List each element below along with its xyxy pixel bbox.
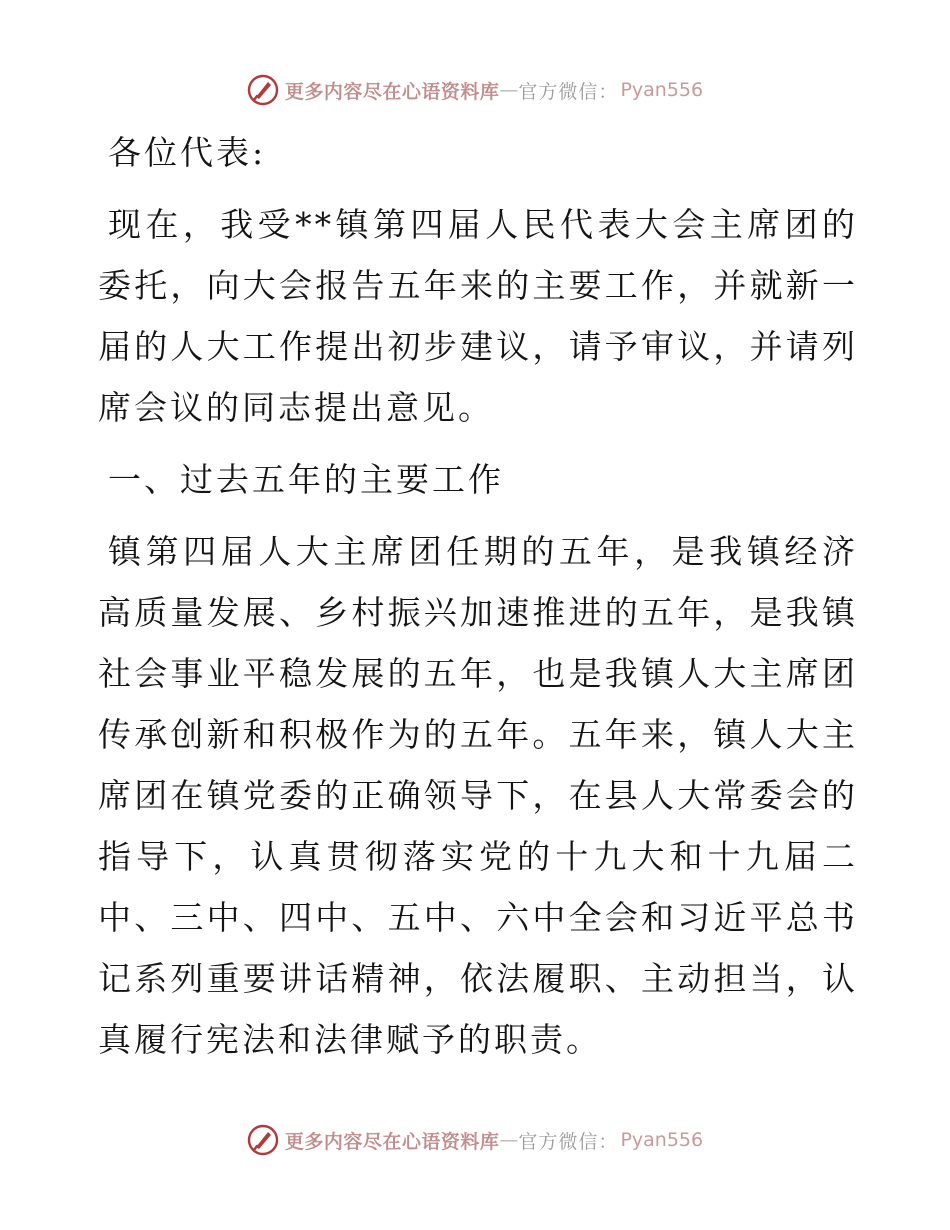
wechat-label: 官方微信： bbox=[518, 1130, 619, 1153]
greeting: 各位代表: bbox=[108, 133, 267, 172]
intro-text: 现在，我受**镇第四届人民代表大会主席团的委托，向大会报告五年来的主要工作，并就新一届的人大工作提出初步建议，请予审议，并请列席会议的同志提出意见。 bbox=[98, 205, 858, 427]
quill-logo-icon bbox=[247, 1124, 279, 1156]
section-heading: 一、过去五年的主要工作 bbox=[108, 460, 504, 499]
wechat-id: Pyan556 bbox=[620, 79, 704, 101]
promo-text: 更多内容尽在心语资料库 bbox=[284, 1130, 500, 1153]
banner-separator: — bbox=[499, 1129, 519, 1151]
wechat-label: 官方微信： bbox=[518, 80, 619, 103]
document-body bbox=[98, 122, 858, 1070]
footer-banner bbox=[0, 1120, 950, 1160]
wechat-id: Pyan556 bbox=[620, 1129, 704, 1151]
header-banner bbox=[0, 70, 950, 110]
banner-separator: — bbox=[499, 79, 519, 101]
intro-paragraph bbox=[98, 194, 858, 438]
section-paragraph bbox=[98, 521, 858, 1070]
promo-text: 更多内容尽在心语资料库 bbox=[284, 80, 500, 103]
section-body-text: 镇第四届人大主席团任期的五年，是我镇经济高质量发展、乡村振兴加速推进的五年，是我镇社会事业平稳发展的五年，也是我镇人大主席团传承创新和积极作为的五年。五年来，镇人大主席团在镇党委的正确领导下，在县人大常委会的指导下，认真贯彻落实党的十九大和十九届二中、三中、四中、五中、六中全会和习近平总书记系列重要讲话精神，依法履职、主动担当，认真履行宪法和法律赋予的职责。 bbox=[98, 532, 858, 1059]
quill-logo-icon bbox=[247, 74, 279, 106]
